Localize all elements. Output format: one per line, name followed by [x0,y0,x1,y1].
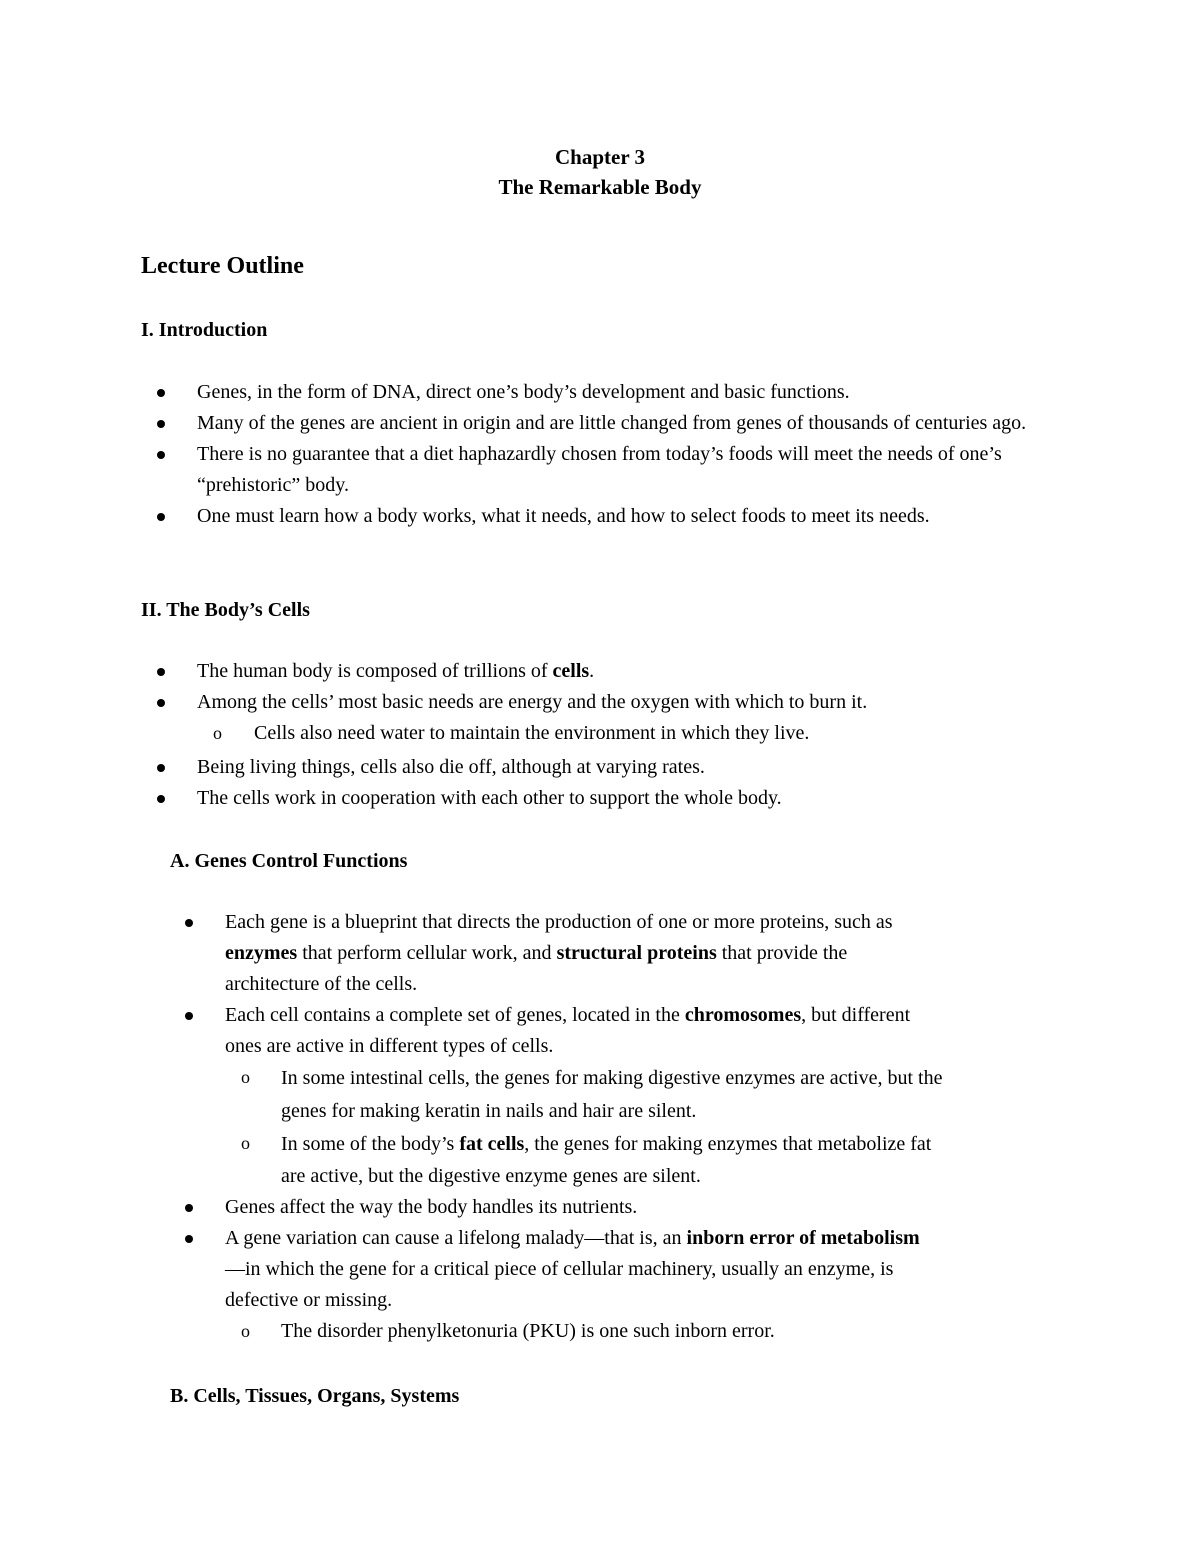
title-block [0,142,1200,202]
bullet-icon [157,389,165,397]
list-item: Being living things, cells also die off, although at varying rates. [197,752,1097,783]
bullet-icon [157,513,165,521]
sub-bullet-icon: o [241,1321,250,1341]
list-item: One must learn how a body works, what it needs, and how to select foods to meet its needs. [197,501,1097,532]
list-item: Genes, in the form of DNA, direct one’s body’s development and basic functions. [197,377,1097,408]
introduction-list [197,377,1097,532]
list-item: Many of the genes are ancient in origin and are little changed from genes of thousands of centuries ago. [197,408,1047,439]
list-item: A gene variation can cause a lifelong malady—that is, an inborn error of metabolism —in which the gene for a critical piece of cellular machinery, usually an enzyme, is defective or missing. [225,1223,1125,1316]
bullet-icon [157,795,165,803]
sub-bullet-icon: o [241,1067,250,1087]
sub-list-item: o In some intestinal cells, the genes for making digestive enzymes are active, but the genes for making keratin in nails and hair are silent. [225,1062,1125,1128]
genes-control-list [225,907,1125,1347]
sub-list-item: o In some of the body’s fat cells, the genes for making enzymes that metabolize fat are active, but the digestive enzyme genes are silent. [225,1128,1125,1192]
body-cells-list [197,656,1097,814]
list-item: Each cell contains a complete set of genes, located in the chromosomes, but different ones are active in different types of cells. [225,1000,1125,1062]
chapter-title: The Remarkable Body [498,175,702,199]
bullet-icon [185,1235,193,1243]
sub-bullet-icon: o [241,1133,250,1153]
section-heading-introduction: I. Introduction [141,319,268,341]
section-heading-cells-tissues-organs-systems: B. Cells, Tissues, Organs, Systems [170,1385,460,1407]
bullet-icon [157,451,165,459]
bullet-icon [157,764,165,772]
lecture-outline-heading: Lecture Outline [141,253,304,279]
bullet-icon [185,1012,193,1020]
list-item: The cells work in cooperation with each other to support the whole body. [197,783,1097,814]
section-heading-body-cells: II. The Body’s Cells [141,599,310,621]
list-item: Among the cells’ most basic needs are energy and the oxygen with which to burn it. [197,687,1097,718]
list-item: The human body is composed of trillions of cells. [197,656,1097,687]
bullet-icon [185,919,193,927]
bullet-icon [157,420,165,428]
sub-list-item: o Cells also need water to maintain the environment in which they live. [197,718,1097,749]
list-item: There is no guarantee that a diet haphazardly chosen from today’s foods will meet the needs of one’s “prehistoric” body. [197,439,1017,501]
section-heading-genes-control-functions: A. Genes Control Functions [170,850,408,872]
sub-bullet-icon: o [213,723,222,743]
bullet-icon [157,668,165,676]
list-item: Genes affect the way the body handles its nutrients. [225,1192,1125,1223]
chapter-label: Chapter 3 [554,145,646,169]
bullet-icon [157,699,165,707]
list-item: Each gene is a blueprint that directs the production of one or more proteins, such as enzymes that perform cellular work, and structural proteins that provide the architecture of the cells. [225,907,1125,1000]
bullet-icon [185,1204,193,1212]
sub-list-item: o The disorder phenylketonuria (PKU) is one such inborn error. [225,1316,1125,1347]
